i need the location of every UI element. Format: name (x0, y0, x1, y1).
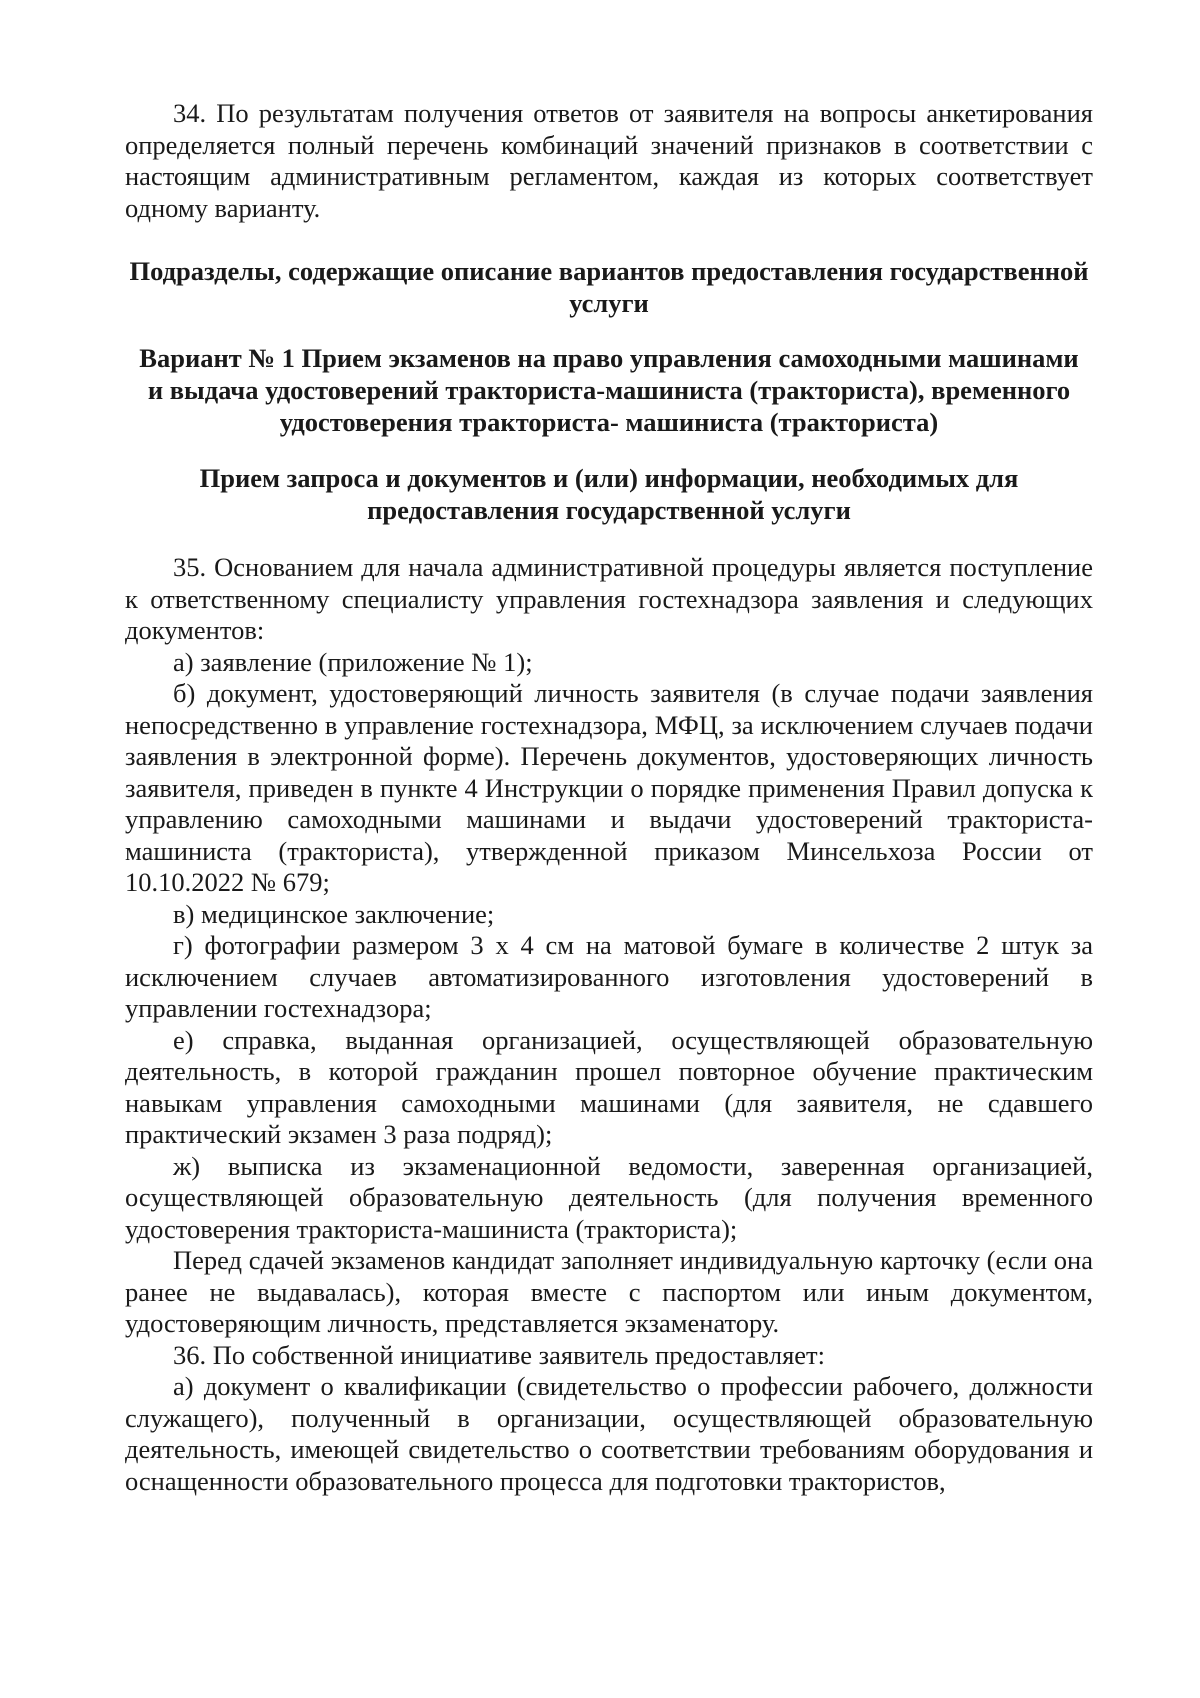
paragraph-exam: Перед сдачей экзаменов кандидат заполняет индивидуальную карточку (если она ранее не выдавалась), которая вместе с паспортом или иным документом, удостоверяющим личность, представляется экзаменатору. (125, 1245, 1093, 1338)
list-item-e: е) справка, выданная организацией, осуществляющей образовательную деятельность, в которой гражданин прошел повторное обучение практическим навыкам управления самоходными машинами (для заявителя, не сдавшего практический экзамен 3 раза подряд); (125, 1024, 1093, 1149)
paragraph-34: 34. По результатам получения ответов от заявителя на вопросы анкетирования определяется полный перечень комбинаций значений признаков в соответствии с настоящим административным регламентом, каждая из которых соответствует одному варианту. (125, 98, 1093, 223)
list-item-v: в) медицинское заключение; (173, 898, 495, 929)
list-item-zh: ж) выписка из экзаменационной ведомости, заверенная организацией, осуществляющей образовательную деятельность (для получения временного удостоверения тракториста-машиниста (тракториста); (125, 1150, 1093, 1244)
paragraph-35: 35. Основанием для начала административной процедуры является поступление к ответственному специалисту управления гостехнадзора заявления и следующих документов: (125, 552, 1093, 645)
variant-1-heading: Вариант № 1 Прием экзаменов на право управления самоходными машинами и выдача удостоверений тракториста-машиниста (тракториста), временного удостоверения тракториста- машиниста (тракториста) (139, 343, 1079, 437)
subsections-heading: Подразделы, содержащие описание вариантов предоставления государственной услуги (129, 256, 1089, 318)
reception-heading: Прием запроса и документов и (или) информации, необходимых для предоставления государственной услуги (199, 463, 1019, 525)
list-item-a: а) заявление (приложение № 1); (173, 646, 533, 677)
paragraph-36: 36. По собственной инициативе заявитель предоставляет: (173, 1339, 825, 1370)
section-34 (125, 98, 1093, 224)
section-35 (125, 552, 1093, 1497)
list-item-36-a: а) документ о квалификации (свидетельство о профессии рабочего, должности служащего), полученный в организации, осуществляющей образовательную деятельность, имеющей свидетельство о соответствии требованиям оборудования и оснащенности образовательного процесса для подготовки трактористов, (125, 1371, 1093, 1496)
list-item-g: г) фотографии размером 3 х 4 см на матовой бумаге в количестве 2 штук за исключением случаев автоматизированного изготовления удостоверений в управлении гостехнадзора; (125, 930, 1093, 1023)
list-item-b: б) документ, удостоверяющий личность заявителя (в случае подачи заявления непосредственно в управление гостехнадзора, МФЦ, за исключением случаев подачи заявления в электронной форме). Перечень документов, удостоверяющих личность заявителя, приведен в пункте 4 Инструкции о порядке применения Правил допуска к управлению самоходными машинами и выдачи удостоверений тракториста-машиниста (тракториста), утвержденной приказом Минсельхоза России от 10.10.2022 № 679; (125, 678, 1093, 897)
